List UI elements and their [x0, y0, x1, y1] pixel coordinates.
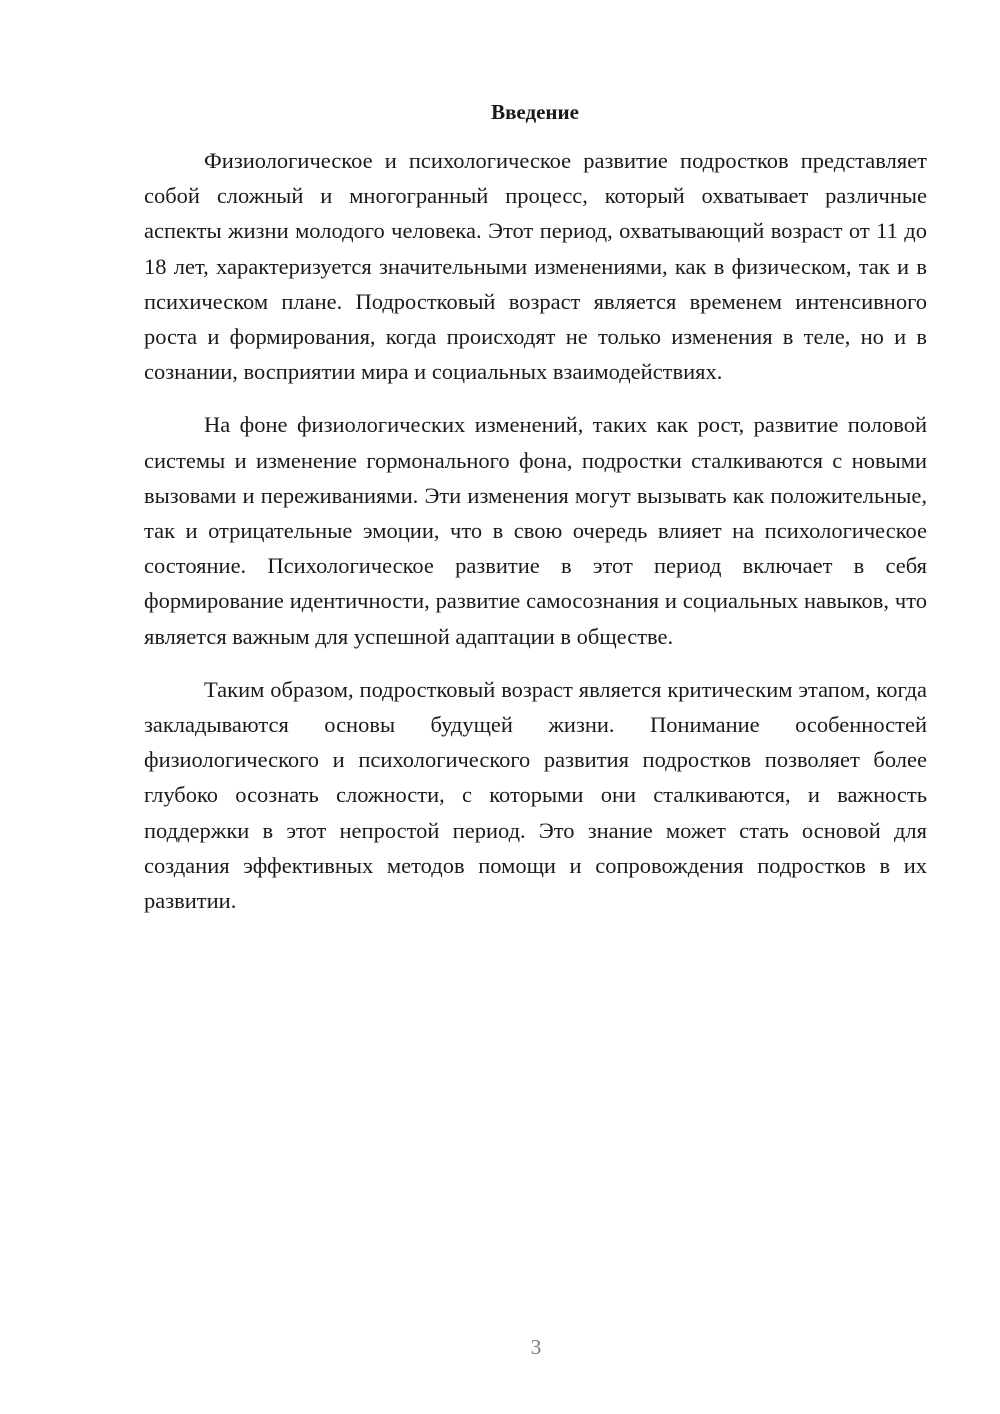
page-number: 3: [530, 1335, 542, 1359]
paragraph-1: Физиологическое и психологическое развитие подростков представляет собой сложный и многогранный процесс, который охватывает различные аспекты жизни молодого человека. Этот период, охватывающий возраст от 11 до 18 лет, характеризуется значительными изменениями, как в физическом, так и в психическом плане. Подростковый возраст является временем интенсивного роста и формирования, когда происходят не только изменения в теле, но и в сознании, восприятии мира и социальных взаимодействиях.: [144, 148, 927, 385]
paragraph-3: Таким образом, подростковый возраст является критическим этапом, когда закладываются основы будущей жизни. Понимание особенностей физиологического и психологического развития подростков позволяет более глубоко осознать сложности, с которыми они сталкиваются, и важность поддержки в этот непростой период. Это знание может стать основой для создания эффективных методов помощи и сопровождения подростков в их развитии.: [144, 676, 927, 914]
paragraph-2: На фоне физиологических изменений, таких как рост, развитие половой системы и изменение гормонального фона, подростки сталкиваются с новыми вызовами и переживаниями. Эти изменения могут вызывать как положительные, так и отрицательные эмоции, что в свою очередь влияет на психологическое состояние. Психологическое развитие в этот период включает в себя формирование идентичности, развитие самосознания и социальных навыков, что является важным для успешной адаптации в обществе.: [144, 412, 927, 649]
section-title: Введение: [491, 100, 579, 124]
document-body: [144, 143, 927, 936]
